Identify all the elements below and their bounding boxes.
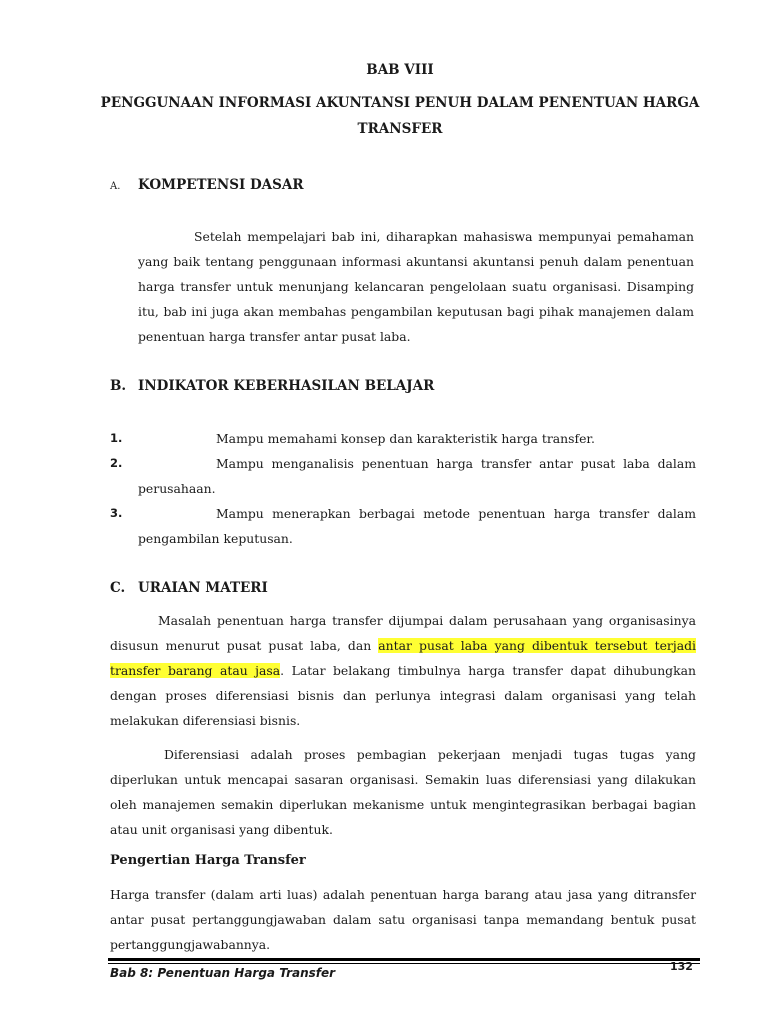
indicator-text: Mampu menerapkan berbagai metode penentuan harga transfer dalam pengambilan keputusan. [138, 506, 696, 546]
chapter-title-line1: PENGGUNAAN INFORMASI AKUNTANSI PENUH DALAM PENENTUAN HARGA [100, 95, 700, 111]
footer-chapter-label: Bab 8: Penentuan Harga Transfer [110, 966, 336, 980]
indicator-text: Mampu memahami konsep dan karakteristik harga transfer. [216, 431, 595, 446]
section-b-number: B. [110, 378, 127, 394]
chapter-label: BAB VIII [366, 62, 434, 78]
footer-rule-thin [108, 963, 700, 964]
section-a-body: Setelah mempelajari bab ini, diharapkan mahasiswa mempunyai pemahaman yang baik tentang penggunaan informasi akuntansi akuntansi penuh dalam penentuan harga transfer untuk menunjang kelancaran pengelolaan suatu organisasi. Disamping itu, bab ini juga akan membahas pengambilan keputusan bagi pihak manajemen dalam penentuan harga transfer antar pusat laba. [138, 229, 694, 344]
page-number: 132 [670, 960, 693, 973]
section-c-number: C. [110, 580, 126, 596]
section-c-paragraph-3: Harga transfer (dalam arti luas) adalah penentuan harga barang atau jasa yang ditransfer antar pusat pertanggungjawaban dalam satu organisasi tanpa memandang bentuk pusat pertanggungjawabannya. [110, 887, 696, 952]
section-a-title: KOMPETENSI DASAR [138, 177, 304, 193]
indicator-item [110, 426, 696, 451]
indicator-item [110, 451, 696, 501]
indicator-text: Mampu menganalisis penentuan harga transfer antar pusat laba dalam perusahaan. [138, 456, 696, 496]
section-c-title: URAIAN MATERI [138, 580, 268, 596]
indicator-number: 1. [110, 431, 123, 445]
indicator-number: 2. [110, 456, 123, 470]
section-c-paragraph-1 [110, 608, 696, 733]
indicator-number: 3. [110, 506, 123, 520]
paragraph-1-text-end: . Latar belakang timbulnya harga transfer dapat dihubungkan dengan proses diferensiasi bisnis dan perlunya integrasi dalam organisasi yang telah melakukan diferensiasi bisnis. [110, 663, 696, 728]
section-b-heading [110, 378, 434, 394]
section-b-title: INDIKATOR KEBERHASILAN BELAJAR [138, 378, 435, 394]
paragraph-1-text-start: Masalah penentuan harga transfer dijumpai dalam perusahaan yang organisasinya disusun menurut pusat pusat laba, dan [110, 613, 696, 653]
chapter-title-line2: TRANSFER [357, 121, 443, 137]
section-c-paragraph-2: Diferensiasi adalah proses pembagian pekerjaan menjadi tugas tugas yang diperlukan untuk mencapai sasaran organisasi. Semakin luas diferensiasi yang dilakukan oleh manajemen semakin diperlukan mekanisme untuk mengintegrasikan berbagai bagian atau unit organisasi yang dibentuk. [110, 747, 696, 837]
section-a-heading [110, 177, 304, 193]
subheading-harga-transfer: Pengertian Harga Transfer [110, 853, 306, 868]
indicator-item [110, 501, 696, 551]
section-c-heading [110, 580, 268, 596]
highlighted-text: antar pusat laba yang dibentuk tersebut terjadi transfer barang atau jasa [110, 638, 696, 678]
footer-rule-thick [108, 958, 700, 961]
section-a-number: A. [110, 181, 121, 192]
